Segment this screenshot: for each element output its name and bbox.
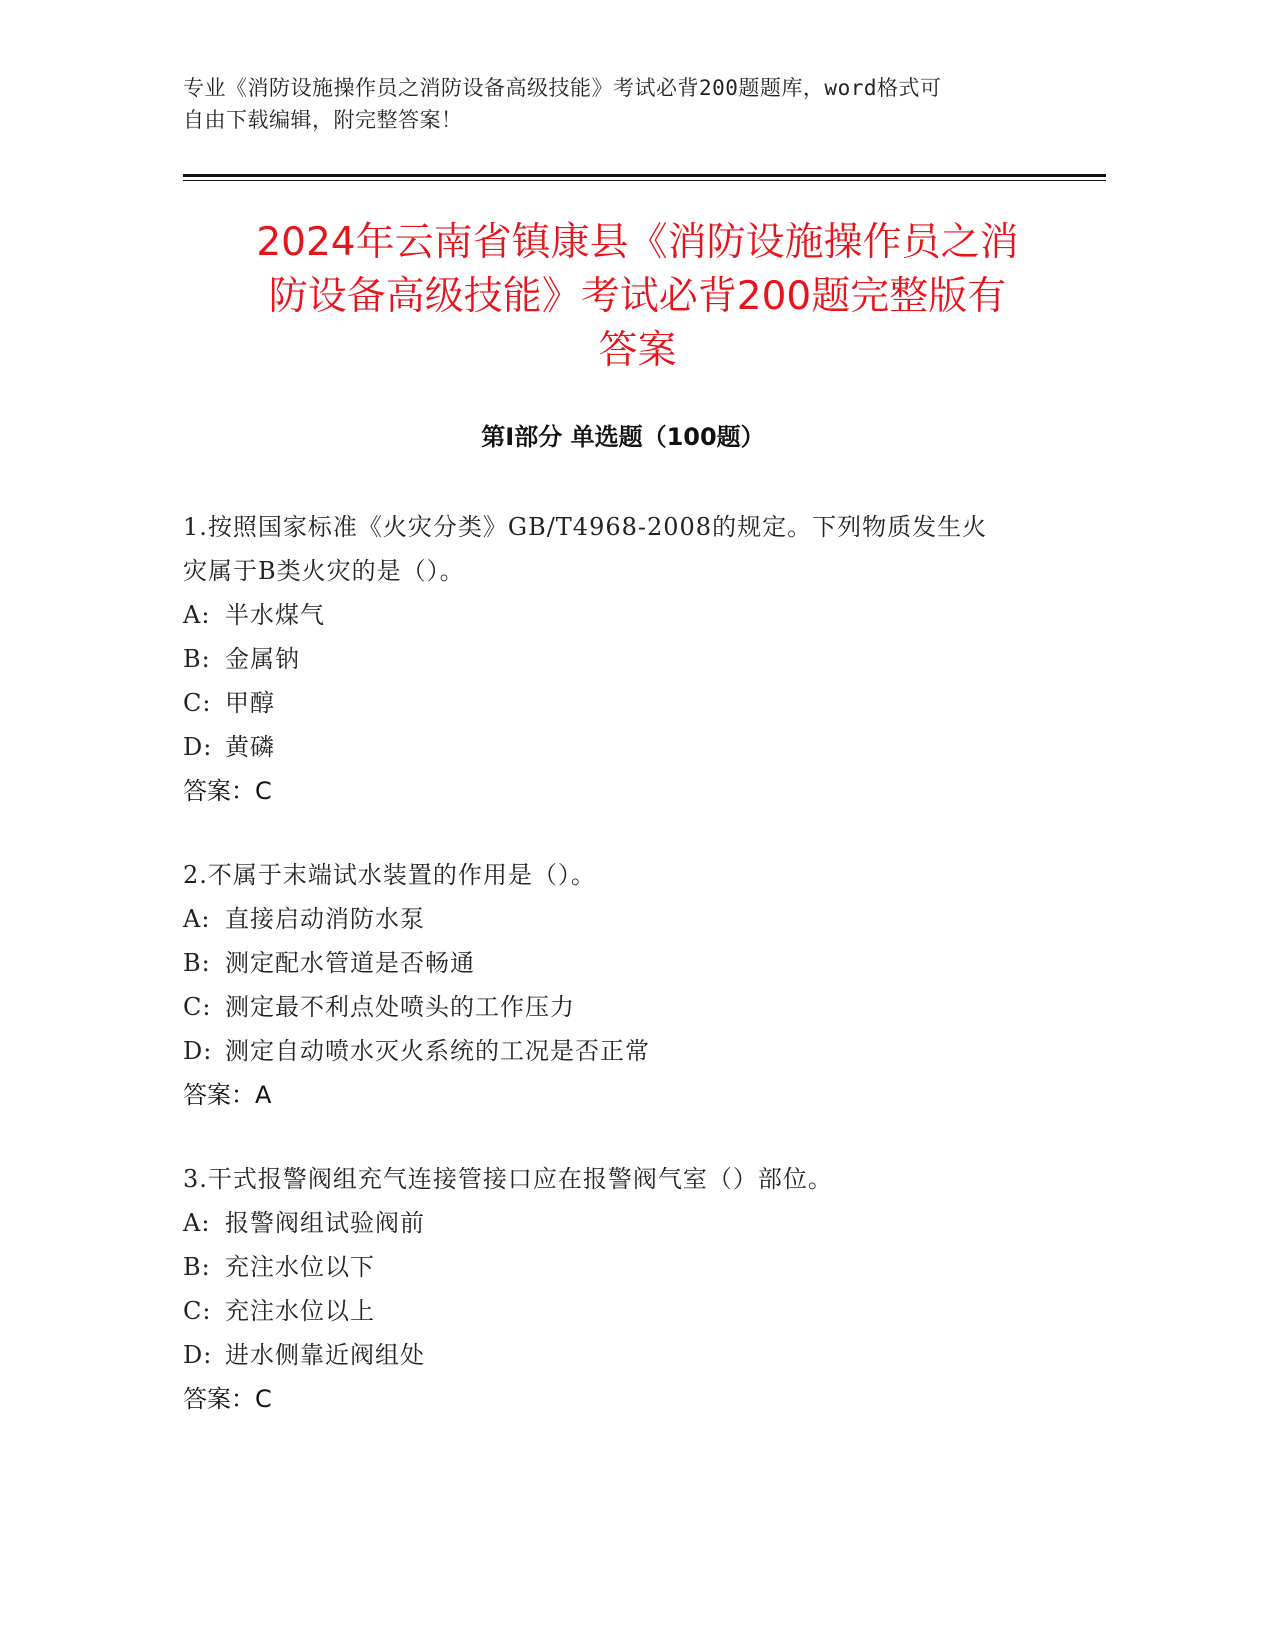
question-stem [183, 1157, 1063, 1201]
question-stem-line: 2.不属于末端试水装置的作用是（）。 [183, 861, 596, 889]
option-letter: A: [183, 601, 211, 629]
question-option [183, 941, 1063, 985]
question-option [183, 1201, 1063, 1245]
option-text: 测定自动喷水灭火系统的工况是否正常 [225, 1037, 650, 1065]
option-letter: B: [183, 645, 211, 673]
header-divider-thin [183, 180, 1106, 181]
question-answer: 答案：C [183, 1385, 272, 1413]
header-note-line: 自由下载编辑，附完整答案！ [183, 108, 463, 132]
question-option [183, 593, 1063, 637]
question-option [183, 681, 1063, 725]
question-option [183, 725, 1063, 769]
section-title: 第I部分 单选题（100题） [481, 423, 765, 451]
document-title [160, 216, 1115, 378]
option-text: 进水侧靠近阀组处 [225, 1341, 425, 1369]
question-option [183, 637, 1063, 681]
option-letter: C: [183, 993, 212, 1021]
question-answer: 答案：A [183, 1081, 272, 1109]
question-stem-line: 3.干式报警阀组充气连接管接口应在报警阀气室（）部位。 [183, 1165, 833, 1193]
question-stem [183, 505, 1063, 593]
question-option [183, 985, 1063, 1029]
question-option [183, 1333, 1063, 1377]
option-letter: D: [183, 1341, 213, 1369]
question-option [183, 1289, 1063, 1333]
option-letter: C: [183, 689, 212, 717]
option-text: 测定配水管道是否畅通 [225, 949, 475, 977]
option-text: 半水煤气 [225, 601, 325, 629]
option-text: 报警阀组试验阀前 [225, 1209, 425, 1237]
title-line: 答案 [598, 328, 677, 373]
title-line: 2024年云南省镇康县《消防设施操作员之消 [256, 220, 1019, 265]
option-letter: B: [183, 949, 211, 977]
question-stem-line: 灾属于B类火灾的是（）。 [183, 557, 465, 585]
question-option [183, 897, 1063, 941]
question-item [183, 1157, 1063, 1421]
header-note-line: 专业《消防设施操作员之消防设备高级技能》考试必背200题题库，word格式可 [183, 76, 942, 100]
question-item [183, 505, 1063, 813]
option-letter: C: [183, 1297, 212, 1325]
option-letter: B: [183, 1253, 211, 1281]
title-line: 防设备高级技能》考试必背200题完整版有 [268, 274, 1007, 319]
question-stem [183, 853, 1063, 897]
option-text: 测定最不利点处喷头的工作压力 [225, 993, 575, 1021]
header-divider-thick [183, 174, 1106, 177]
question-option [183, 1029, 1063, 1073]
option-letter: D: [183, 733, 213, 761]
option-text: 黄磷 [225, 733, 275, 761]
option-text: 充注水位以下 [225, 1253, 375, 1281]
option-letter: A: [183, 905, 211, 933]
header-note [183, 72, 1063, 136]
question-item [183, 853, 1063, 1117]
option-text: 甲醇 [225, 689, 275, 717]
option-text: 充注水位以上 [225, 1297, 375, 1325]
option-letter: D: [183, 1037, 213, 1065]
option-text: 直接启动消防水泵 [225, 905, 425, 933]
option-letter: A: [183, 1209, 211, 1237]
question-option [183, 1245, 1063, 1289]
question-stem-line: 1.按照国家标准《火灾分类》GB/T4968-2008的规定。下列物质发生火 [183, 513, 988, 541]
option-text: 金属钠 [225, 645, 300, 673]
question-answer: 答案：C [183, 777, 272, 805]
